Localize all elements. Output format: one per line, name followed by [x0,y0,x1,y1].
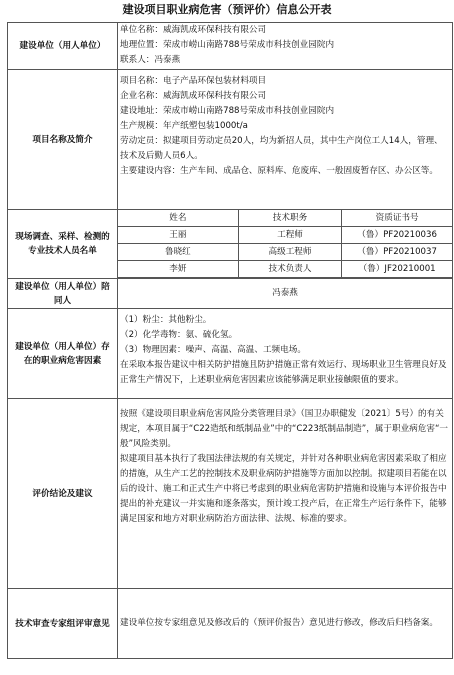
hazard-item: （2）化学毒物：氨、硫化氢。 [120,330,238,340]
staff-row [118,244,452,261]
accompany-value: 冯泰燕 [118,279,453,309]
hazard-item: （1）粉尘：其他粉尘。 [120,315,212,325]
staff-cert: （鲁）PF20210036 [342,227,452,244]
unit-label: 建设单位（用人单位） [8,23,118,70]
staff-title: 技术负责人 [238,261,342,278]
row-unit [8,23,453,70]
survey-label: 现场调查、采样、检测的专业技术人员名单 [8,210,118,279]
accompany-label: 建设单位（用人单位）陪同人 [8,279,118,309]
staff-header-row [118,210,452,227]
unit-contact: 联系人：冯泰燕 [120,55,181,65]
project-line: 劳动定员：拟建项目劳动定员20人，均为新招人员，其中生产岗位工人14人，管理、技术及后勤人员6人。 [120,136,443,161]
conclusion-label: 评价结论及建议 [8,399,118,589]
review-label: 技术审查专家组评审意见 [8,589,118,659]
staff-table [118,210,452,278]
hazards-info [118,309,453,399]
conclusion-paragraph: 拟建项目基本执行了我国法律法规的有关规定，并针对各种职业病危害因素采取了相应的措施，从生产工艺的控制技术及职业病防护措施等方面加以控制。拟建项目若能在以后的设计、施工和正式生产中将已考虑到的职业病危害防护措施和设施与本评价报告中提出的补充建议一并实施和逐条落实，预计竣工投产后，在正常生产运行条件下，能够满足国家和地方对职业病防治方面法律、法规、标准的要求。 [120,454,447,524]
survey-cell [118,210,453,279]
conclusion-paragraph: 按照《建设项目职业病危害风险分类管理目录》（国卫办职健发〔2021〕5号）的有关规定，本项目属于“C22造纸和纸制品业”中的“C223纸制品制造”，属于职业病危害“一般”风险类别。 [120,409,449,449]
disclosure-table [7,22,453,659]
project-label: 项目名称及简介 [8,70,118,210]
row-review [8,589,453,659]
review-value: 建设单位按专家组意见及修改后的（预评价报告）意见进行修改，修改后归档备案。 [120,618,438,628]
staff-cert: （鲁）PF20210037 [342,244,452,261]
project-line: 主要建设内容：生产车间、成品仓、原料库、危废库、一般固废暂存区、办公区等。 [120,166,438,176]
staff-name: 李妍 [118,261,238,278]
staff-row [118,227,452,244]
review-info [118,589,453,659]
staff-header: 姓名 [118,210,238,227]
project-line: 项目名称：电子产品环保包装材料项目 [120,76,267,86]
staff-name: 王丽 [118,227,238,244]
project-line: 建设地址：荣成市崂山南路788号荣成市科技创业园院内 [120,106,335,116]
conclusion-info [118,399,453,589]
staff-header: 资质证书号 [342,210,452,227]
staff-header: 技术职务 [238,210,342,227]
unit-location: 地理位置：荣成市崂山南路788号荣成市科技创业园院内 [120,40,335,50]
project-line: 企业名称：威海凯成环保科技有限公司 [120,91,267,101]
staff-name: 鲁晓红 [118,244,238,261]
hazard-item: （3）物理因素：噪声、高温、高温、工频电场。 [120,345,306,355]
staff-row [118,261,452,278]
project-info [118,70,453,210]
row-conclusion [8,399,453,589]
row-accompany [8,279,453,309]
document-title: 建设项目职业病危害（预评价）信息公开表 [122,3,332,16]
project-line: 生产规模：年产纸塑包装1000t/a [120,121,248,131]
row-survey [8,210,453,279]
hazards-label: 建设单位（用人单位）存在的职业病危害因素 [8,309,118,399]
row-hazards [8,309,453,399]
unit-info [118,23,453,70]
unit-name: 单位名称：威海凯成环保科技有限公司 [120,25,267,35]
staff-title: 高级工程师 [238,244,342,261]
staff-cert: （鲁）JF20210001 [342,261,452,278]
hazard-summary: 在采取本报告建议中相关防护措施且防护措施正常有效运行、现场职业卫生管理良好及正常生产情况下，上述职业病危害因素应该能够满足职业接触限值的要求。 [120,360,447,385]
row-project [8,70,453,210]
staff-title: 工程师 [238,227,342,244]
